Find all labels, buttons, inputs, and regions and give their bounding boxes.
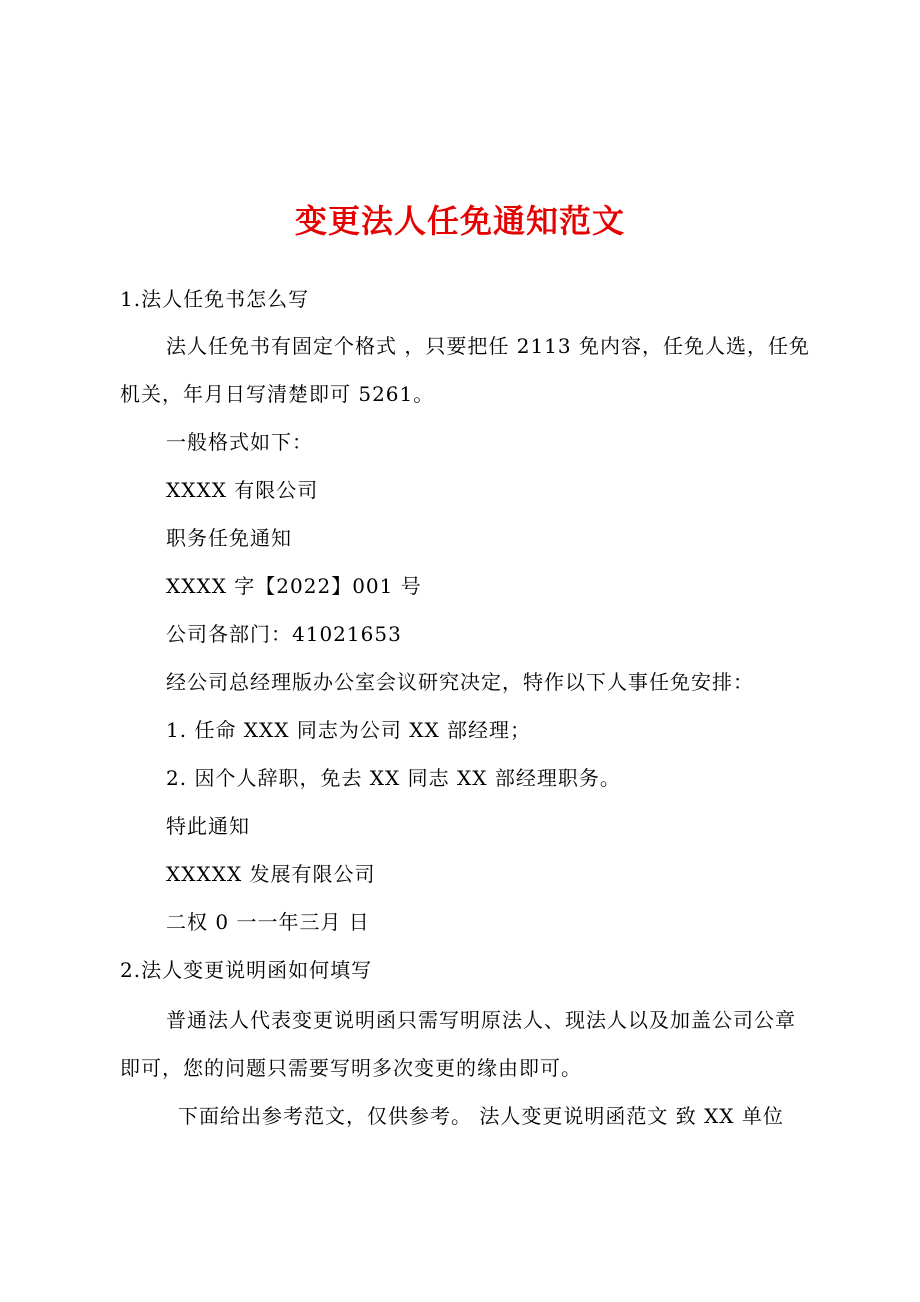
company-header: XXXX 有限公司 bbox=[166, 478, 319, 502]
addressee: 公司各部门：41021653 bbox=[166, 622, 402, 646]
section-1-heading: 1.法人任免书怎么写 bbox=[120, 287, 310, 311]
section-1-paragraph-line-1: 法人任免书有固定个格式 ，只要把任 2113 免内容，任免人选，任免 bbox=[166, 334, 810, 358]
section-2-paragraph-2: 下面给出参考范文，仅供参考。 法人变更说明函范文 致 XX 单位 bbox=[178, 1104, 784, 1128]
list-item-1: 1. 任命 XXX 同志为公司 XX 部经理； bbox=[166, 718, 532, 742]
doc-number: XXXX 字【2022】001 号 bbox=[166, 574, 422, 598]
section-1-paragraph-line-2: 机关，年月日写清楚即可 5261。 bbox=[120, 382, 435, 406]
list-item-2: 2. 因个人辞职，免去 XX 同志 XX 部经理职务。 bbox=[166, 766, 621, 790]
section-2-paragraph-line-2: 即可，您的问题只需要写明多次变更的缘由即可。 bbox=[120, 1056, 582, 1080]
document-title: 变更法人任免通知范文 bbox=[294, 202, 625, 240]
signature-company: XXXXX 发展有限公司 bbox=[166, 862, 376, 886]
section-2-heading: 2.法人变更说明函如何填写 bbox=[120, 958, 373, 982]
signature-date: 二权 0 一一年三月 日 bbox=[166, 910, 370, 934]
format-intro: 一般格式如下： bbox=[166, 430, 313, 454]
decision-text: 经公司总经理版办公室会议研究决定，特作以下人事任免安排： bbox=[166, 670, 754, 694]
closing-text: 特此通知 bbox=[166, 814, 250, 838]
section-2-paragraph-line-1: 普通法人代表变更说明函只需写明原法人、现法人以及加盖公司公章 bbox=[166, 1008, 796, 1032]
notice-title: 职务任免通知 bbox=[166, 526, 292, 550]
